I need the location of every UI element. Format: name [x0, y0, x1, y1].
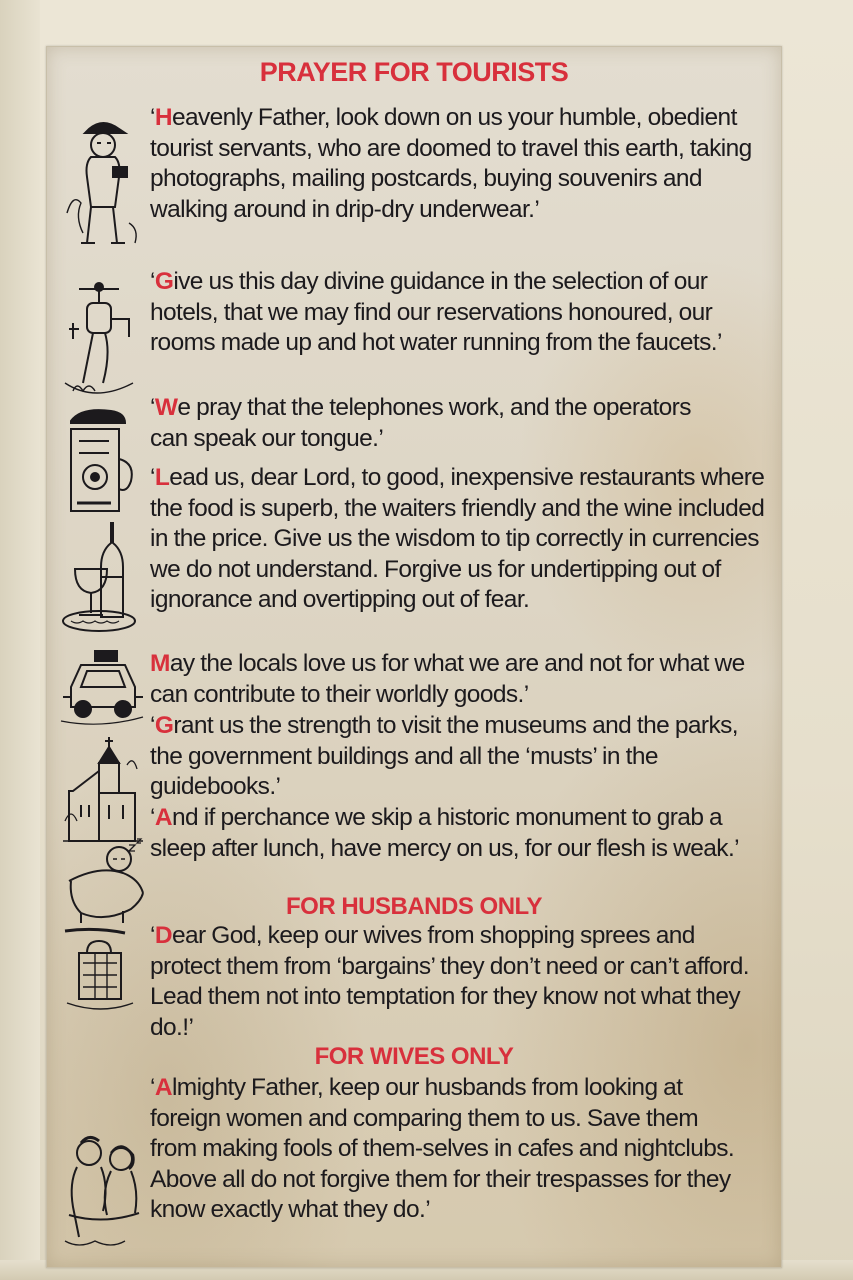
paragraph-text: ay the locals love us for what we are and not for what we can contribute to their worldly goods.’: [150, 650, 745, 708]
taxi-icon: [59, 647, 145, 727]
faucet-icon: [59, 279, 139, 409]
telephone-icon: [59, 405, 139, 525]
drop-letter: D: [154, 922, 172, 949]
husbands-heading: FOR HUSBANDS ONLY: [286, 893, 542, 920]
prayer-paragraph-3: [150, 393, 710, 454]
open-quote: ‘: [150, 268, 155, 295]
paragraph-text: lmighty Father, keep our husbands from looking at foreign women and comparing them to us. Save them from making fools of them-selves in cafes and nightclubs. Above all do not forgive them for their trespasses for they know exactly what they do.’: [150, 1074, 735, 1223]
paragraph-text: nd if perchance we skip a historic monument to grab a sleep after lunch, have mercy on us, for our flesh is weak.’: [150, 804, 739, 862]
shopping-bag-icon: [59, 927, 139, 1037]
sleeping-figure-icon: [59, 837, 149, 927]
drop-letter: G: [154, 712, 174, 739]
drop-letter: M: [150, 650, 170, 677]
paragraph-text: eavenly Father, look down on us your humble, obedient tourist servants, who are doomed to travel this earth, taking photographs, mailing postcards, buying souvenirs and walking around in drip-dry underwear.’: [150, 104, 752, 223]
wine-bottle-icon: [59, 517, 145, 637]
paragraph-text: rant us the strength to visit the museums and the parks, the government buildings and all the ‘musts’ in the guidebooks.’: [150, 712, 738, 800]
drop-letter: A: [154, 804, 172, 831]
paragraph-text: e pray that the telephones work, and the operators can speak our tongue.’: [150, 394, 691, 452]
page-title: PRAYER FOR TOURISTS: [259, 57, 569, 87]
open-quote: ‘: [150, 464, 155, 491]
prayer-paragraph-7: [150, 803, 760, 864]
open-quote: ‘: [150, 394, 155, 421]
prayer-paragraph-4: [150, 463, 765, 616]
prayer-paragraph-6: [150, 711, 765, 803]
drop-letter: W: [154, 394, 178, 421]
framed-print: [46, 46, 782, 1268]
open-quote: ‘: [150, 712, 155, 739]
prayer-paragraph-5: [150, 649, 765, 710]
tourist-figure-icon: [59, 113, 145, 263]
couple-icon: [59, 1131, 149, 1251]
wives-paragraph: [150, 1073, 750, 1226]
drop-letter: L: [154, 464, 170, 491]
husbands-paragraph: [150, 921, 760, 1043]
open-quote: ‘: [150, 104, 155, 131]
prayer-paragraph-2: [150, 267, 760, 359]
drop-letter: A: [154, 1074, 172, 1101]
paragraph-text: ead us, dear Lord, to good, inexpensive restaurants where the food is superb, the waiters friendly and the wine included in the price. Give us the wisdom to tip correctly in currencies we do not understand. Forgive us for undertipping out of ignorance and overtipping out of fear.: [150, 464, 765, 613]
paragraph-text: ive us this day divine guidance in the selection of our hotels, that we may find our reservations honoured, our rooms made up and hot water running from the faucets.’: [150, 268, 722, 356]
open-quote: ‘: [150, 1074, 155, 1101]
drop-letter: H: [154, 104, 172, 131]
open-quote: ‘: [150, 922, 155, 949]
open-quote: ‘: [150, 804, 155, 831]
prayer-paragraph-1: [150, 103, 770, 225]
frame-mat-left: [0, 0, 40, 1280]
wives-heading: FOR WIVES ONLY: [314, 1043, 514, 1070]
paragraph-text: ear God, keep our wives from shopping sprees and protect them from ‘bargains’ they don’t need or can’t afford. Lead them not into temptation for they know not what they do.!’: [150, 922, 749, 1041]
church-icon: [59, 735, 145, 845]
drop-letter: G: [154, 268, 174, 295]
